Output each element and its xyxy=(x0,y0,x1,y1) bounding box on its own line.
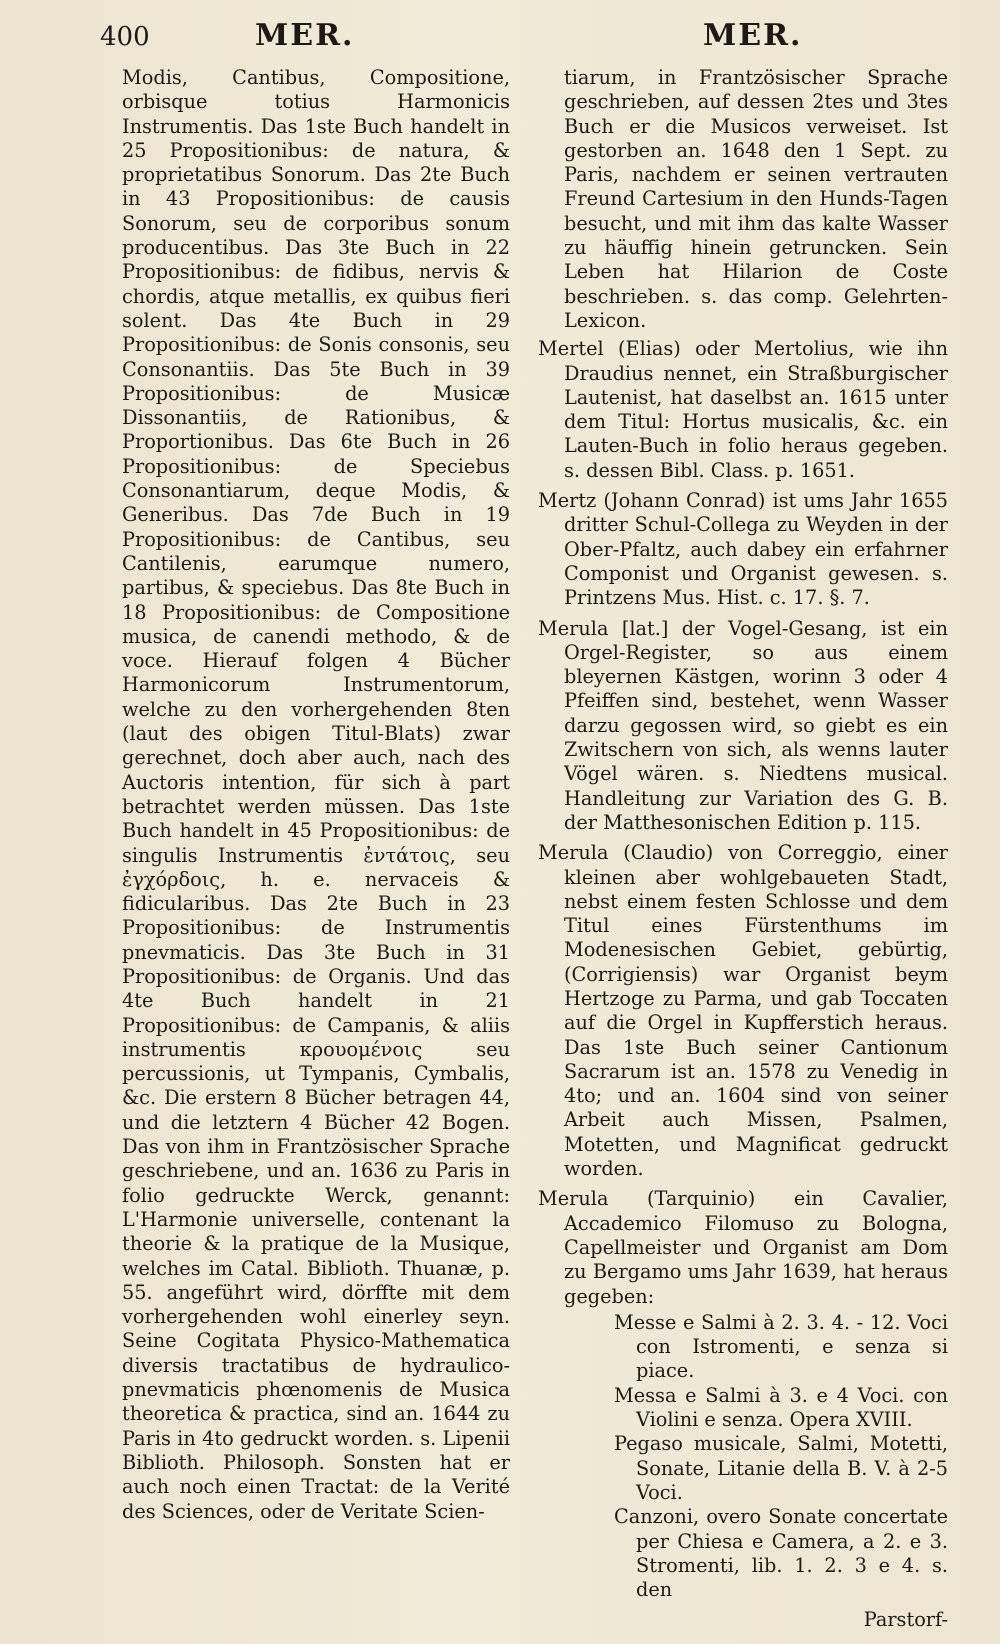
catchword: Parstorf- xyxy=(863,1608,948,1632)
entry-lemma: Merula xyxy=(538,841,609,865)
entry-text: (Elias) oder Mertolius, wie ihn Draudius nennet, ein Straßburgischer Lautenist, hat daselbst an. 1615 unter dem Titul: Hortus musicalis, &c. ein Lauten-Buch in folio heraus gegeben. s. dessen Bibl. Class. p. 1651. xyxy=(564,337,948,482)
work-item: Canzoni, overo Sonate concertate per Chiesa e Camera, a 2. e 3. Stromenti, lib. 1. 2. 3 e 4. s. den xyxy=(614,1505,948,1602)
entry-merula-lat xyxy=(538,617,948,836)
works-list xyxy=(564,1311,948,1603)
headword-right: MER. xyxy=(703,18,803,53)
running-header xyxy=(0,18,1000,58)
left-column xyxy=(122,66,510,1524)
headword-left: MER. xyxy=(255,18,355,53)
entry-lemma: Merula xyxy=(538,1187,609,1211)
right-column xyxy=(538,66,948,1633)
entry-lemma: Mertz xyxy=(538,489,597,513)
entry-text: (Johann Conrad) ist ums Jahr 1655 dritter Schul-Collega zu Weyden in der Ober-Pfaltz, auch dabey ein erfahrner Componist und Organist gewesen. s. Printzens Mus. Hist. c. 17. §. 7. xyxy=(564,489,948,610)
entry-text: (Tarquinio) ein Cavalier, Accademico Filomuso zu Bologna, Capellmeister und Organist am Dom zu Bergamo ums Jahr 1639, hat heraus gegeben: xyxy=(564,1187,948,1308)
page-number: 400 xyxy=(100,22,150,52)
entry-lemma: Mertel xyxy=(538,337,604,361)
entry-text: [lat.] der Vogel-Gesang, ist ein Orgel-Register, so aus einem bleyernen Kästgen, worinn 3 oder 4 Pfeiffen sind, bestehet, wenn Wasser darzu gegossen wird, so giebt es ein Zwitschern von sich, als wenns lauter Vögel wären. s. Niedtens musical. Handleitung zur Variation des G. B. der Matthesonischen Edition p. 115. xyxy=(564,616,948,834)
entry-merula-claudio xyxy=(538,841,948,1181)
left-column-text: Modis, Cantibus, Compositione, orbisque totius Harmonicis Instrumentis. Das 1ste Buch handelt in 25 Propositionibus: de natura, & proprietatibus Sonorum. Das 2te Buch in 43 Propositionibus: de causis Sonorum, seu de corporibus sonum producentibus. Das 3te Buch in 22 Propositionibus: de fidibus, nervis & chordis, atque metallis, ex quibus fieri solent. Das 4te Buch in 29 Propositionibus: de Sonis consonis, seu Consonantiis. Das 5te Buch in 39 Propositionibus: de Musicæ Dissonantiis, de Rationibus, & Proportionibus. Das 6te Buch in 26 Propositionibus: de Speciebus Consonantiarum, deque Modis, & Generibus. Das 7de Buch in 19 Propositionibus: de Cantibus, seu Cantilenis, earumque numero, partibus, & speciebus. Das 8te Buch in 18 Propositionibus: de Compositione musica, de canendi methodo, & de voce. Hierauf folgen 4 Bücher Harmonicorum Instrumentorum, welche zu den vorhergehenden 8ten (laut des obigen Titul-Blats) zwar gerechnet, doch aber auch, nach des Auctoris intention, für sich à part betrachtet werden müssen. Das 1ste Buch handelt in 45 Propositionibus: de singulis Instrumentis ἐντάτοις, seu ἐγχόρδοις, h. e. nervaceis & fidicularibus. Das 2te Buch in 23 Propositionibus: de Instrumentis pnevmaticis. Das 3te Buch in 31 Propositionibus: de Organis. Und das 4te Buch handelt in 21 Propositionibus: de Campanis, & aliis instrumentis κρουομένοις seu percussionis, ut Tympanis, Cymbalis, &c. Die erstern 8 Bücher betragen 44, und die letztern 4 Bücher 42 Bogen. Das von ihm in Frantzösischer Sprache geschriebene, und an. 1636 zu Paris in folio gedruckte Werck, genannt: L'Harmonie universelle, contenant la theorie & la pratique de la Musique, welches im Catal. Biblioth. Thuanæ, p. 55. angeführt wird, dörffte mit dem vorhergehenden wohl einerley seyn. Seine Cogitata Physico-Mathematica diversis tractatibus de hydraulico-pnevmaticis phœnomenis de Musica theoretica & practica, sind an. 1644 zu Paris in 4to gedruckt worden. s. Lipenii Biblioth. Philosoph. Sonsten hat er auch noch einen Tractat: de la Verité des Sciences, oder de Veritate Scien- xyxy=(122,66,510,1523)
entry-lemma: Merula xyxy=(538,616,609,640)
work-item: Messa e Salmi à 3. e 4 Voci. con Violini e senza. Opera XVIII. xyxy=(614,1383,948,1432)
entry-merula-tarquinio xyxy=(538,1187,948,1602)
entry-text: (Claudio) von Correggio, einer kleinen aber wohlgebaueten Stadt, nebst einem festen Schlosse und dem Titul eines Fürstenthums im Modenesischen Gebiet, gebürtig, (Corrigiensis) war Organist beym Hertzoge zu Parma, und gab Toccaten auf die Orgel in Kupfferstich heraus. Das 1ste Buch seiner Cantionum Sacrarum ist an. 1578 zu Venedig in 4to; und an. 1604 sind von seiner Arbeit auch Missen, Psalmen, Motetten, und Magnificat gedruckt worden. xyxy=(564,841,948,1181)
entry-mertz xyxy=(538,489,948,610)
continuation-text: tiarum, in Frantzösischer Sprache geschrieben, auf dessen 2tes und 3tes Buch er die Musicos verweiset. Ist gestorben an. 1648 den 1 Sept. zu Paris, nachdem er seinen vertrauten Freund Cartesium in den Hunds-Tagen besucht, und mit ihm das kalte Wasser zu häuffig hinein getruncken. Sein Leben hat Hilarion de Coste beschrieben. s. das comp. Gelehrten-Lexicon. xyxy=(564,66,948,332)
work-item: Pegaso musicale, Salmi, Motetti, Sonate, Litanie della B. V. à 2-5 Voci. xyxy=(614,1432,948,1504)
work-item: Messe e Salmi à 2. 3. 4. - 12. Voci con Istromenti, e senza si piace. xyxy=(614,1310,948,1383)
entry-mertel xyxy=(538,337,948,483)
